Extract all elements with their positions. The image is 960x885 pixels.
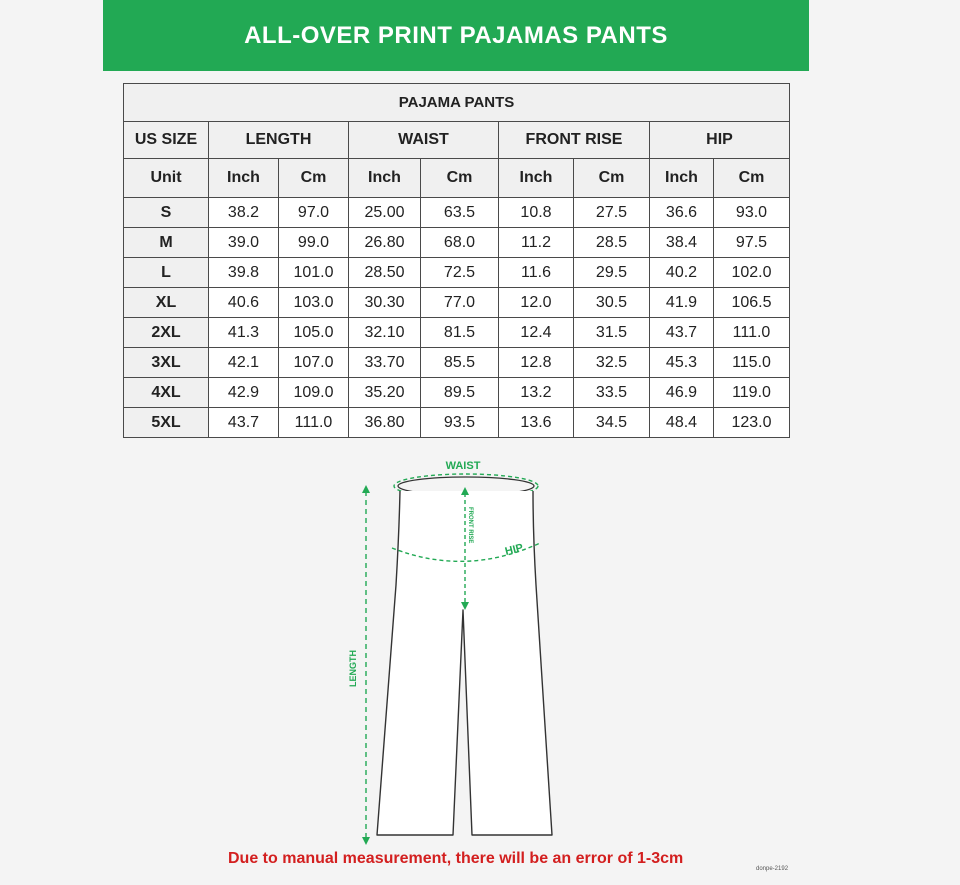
- value-cell: 103.0: [279, 288, 349, 318]
- value-cell: 29.5: [574, 258, 650, 288]
- unit-cell: Cm: [574, 159, 650, 198]
- value-cell: 115.0: [714, 348, 790, 378]
- unit-cell: Inch: [499, 159, 574, 198]
- value-cell: 39.0: [209, 228, 279, 258]
- value-cell: 72.5: [421, 258, 499, 288]
- unit-cell: Cm: [421, 159, 499, 198]
- value-cell: 93.0: [714, 198, 790, 228]
- value-cell: 40.2: [650, 258, 714, 288]
- size-cell: 3XL: [124, 348, 209, 378]
- value-cell: 63.5: [421, 198, 499, 228]
- value-cell: 43.7: [650, 318, 714, 348]
- value-cell: 123.0: [714, 408, 790, 438]
- value-cell: 46.9: [650, 378, 714, 408]
- value-cell: 11.2: [499, 228, 574, 258]
- value-cell: 68.0: [421, 228, 499, 258]
- value-cell: 40.6: [209, 288, 279, 318]
- value-cell: 85.5: [421, 348, 499, 378]
- hip-column-header: HIP: [650, 122, 790, 159]
- table-header-row: [124, 122, 790, 159]
- value-cell: 30.30: [349, 288, 421, 318]
- table-caption-row: [124, 84, 790, 122]
- measurement-note: Due to manual measurement, there will be an error of 1-3cm: [228, 850, 684, 867]
- size-cell: M: [124, 228, 209, 258]
- value-cell: 97.5: [714, 228, 790, 258]
- value-cell: 93.5: [421, 408, 499, 438]
- value-cell: 35.20: [349, 378, 421, 408]
- size-cell: L: [124, 258, 209, 288]
- value-cell: 89.5: [421, 378, 499, 408]
- value-cell: 13.2: [499, 378, 574, 408]
- value-cell: 81.5: [421, 318, 499, 348]
- size-chart-table: [123, 83, 790, 438]
- table-row: [124, 318, 790, 348]
- header-banner: [103, 0, 809, 71]
- value-cell: 106.5: [714, 288, 790, 318]
- table-row: [124, 228, 790, 258]
- value-cell: 34.5: [574, 408, 650, 438]
- value-cell: 109.0: [279, 378, 349, 408]
- hip-label: HIP: [503, 541, 525, 558]
- value-cell: 42.9: [209, 378, 279, 408]
- length-column-header: LENGTH: [209, 122, 349, 159]
- value-cell: 42.1: [209, 348, 279, 378]
- table-caption: PAJAMA PANTS: [124, 84, 790, 122]
- unit-cell: Cm: [279, 159, 349, 198]
- unit-label: Unit: [124, 159, 209, 198]
- size-column-header: US SIZE: [124, 122, 209, 159]
- table-row: [124, 288, 790, 318]
- value-cell: 101.0: [279, 258, 349, 288]
- pants-diagram: [320, 455, 620, 850]
- table-row: [124, 258, 790, 288]
- value-cell: 12.0: [499, 288, 574, 318]
- table-row: [124, 378, 790, 408]
- unit-cell: Inch: [209, 159, 279, 198]
- value-cell: 33.5: [574, 378, 650, 408]
- unit-cell: Cm: [714, 159, 790, 198]
- value-cell: 45.3: [650, 348, 714, 378]
- page-title: ALL-OVER PRINT PAJAMAS PANTS: [244, 21, 668, 49]
- value-cell: 33.70: [349, 348, 421, 378]
- front-rise-column-header: FRONT RISE: [499, 122, 650, 159]
- waist-column-header: WAIST: [349, 122, 499, 159]
- value-cell: 28.5: [574, 228, 650, 258]
- value-cell: 43.7: [209, 408, 279, 438]
- value-cell: 13.6: [499, 408, 574, 438]
- value-cell: 12.8: [499, 348, 574, 378]
- product-code: donpe-2192: [756, 866, 789, 872]
- value-cell: 38.2: [209, 198, 279, 228]
- value-cell: 27.5: [574, 198, 650, 228]
- value-cell: 28.50: [349, 258, 421, 288]
- value-cell: 31.5: [574, 318, 650, 348]
- value-cell: 38.4: [650, 228, 714, 258]
- value-cell: 11.6: [499, 258, 574, 288]
- value-cell: 26.80: [349, 228, 421, 258]
- value-cell: 12.4: [499, 318, 574, 348]
- value-cell: 77.0: [421, 288, 499, 318]
- unit-cell: Inch: [349, 159, 421, 198]
- value-cell: 111.0: [279, 408, 349, 438]
- value-cell: 97.0: [279, 198, 349, 228]
- length-arrow-top: [362, 485, 370, 493]
- value-cell: 10.8: [499, 198, 574, 228]
- length-label: LENGTH: [348, 650, 358, 687]
- size-rows: [124, 198, 790, 438]
- value-cell: 41.3: [209, 318, 279, 348]
- value-cell: 36.80: [349, 408, 421, 438]
- value-cell: 107.0: [279, 348, 349, 378]
- value-cell: 99.0: [279, 228, 349, 258]
- unit-row: [124, 159, 790, 198]
- size-cell: 2XL: [124, 318, 209, 348]
- table-row: [124, 198, 790, 228]
- table-row: [124, 348, 790, 378]
- value-cell: 105.0: [279, 318, 349, 348]
- size-cell: 5XL: [124, 408, 209, 438]
- size-cell: 4XL: [124, 378, 209, 408]
- size-cell: S: [124, 198, 209, 228]
- value-cell: 32.10: [349, 318, 421, 348]
- value-cell: 30.5: [574, 288, 650, 318]
- value-cell: 102.0: [714, 258, 790, 288]
- value-cell: 36.6: [650, 198, 714, 228]
- length-arrow-bottom: [362, 837, 370, 845]
- value-cell: 39.8: [209, 258, 279, 288]
- value-cell: 111.0: [714, 318, 790, 348]
- unit-cell: Inch: [650, 159, 714, 198]
- size-cell: XL: [124, 288, 209, 318]
- value-cell: 32.5: [574, 348, 650, 378]
- waist-label: WAIST: [445, 460, 481, 472]
- table-row: [124, 408, 790, 438]
- value-cell: 25.00: [349, 198, 421, 228]
- value-cell: 48.4: [650, 408, 714, 438]
- value-cell: 41.9: [650, 288, 714, 318]
- value-cell: 119.0: [714, 378, 790, 408]
- front-rise-label: FRONT RISE: [467, 507, 473, 544]
